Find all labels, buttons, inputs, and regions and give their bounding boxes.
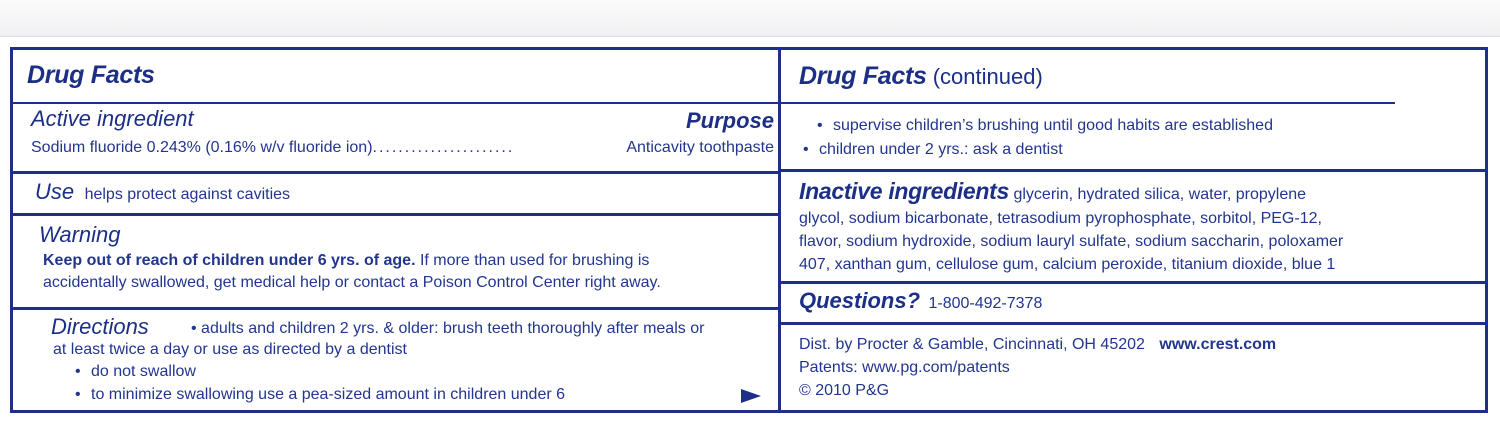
list-item: • do not swallow: [75, 361, 196, 383]
continued-title-rest: (continued): [926, 64, 1043, 89]
use-heading: Use: [35, 179, 75, 204]
inactive-ingredients-section: [781, 172, 1485, 280]
drug-facts-title: Drug Facts: [27, 61, 155, 89]
directions-section: [13, 310, 778, 416]
warning-line-1: [43, 250, 649, 272]
active-ingredient-line: [31, 137, 514, 159]
active-ingredient-heading: Active ingredient: [31, 106, 194, 131]
bullet-icon: •: [803, 141, 809, 158]
divider: [781, 102, 1395, 104]
continued-title-section: [781, 62, 1485, 102]
inactive-text-1: glycerin, hydrated silica, water, propylene: [1009, 186, 1307, 203]
warning-line-2: accidentally swallowed, get medical help or contact a Poison Control Center right away.: [43, 274, 661, 291]
use-line: [35, 179, 290, 206]
purpose-text: Anticavity toothpaste: [626, 139, 774, 156]
directions-line-1: • adults and children 2 yrs. & older: brush teeth thoroughly after meals or: [191, 320, 705, 337]
list-item: • supervise children’s brushing until good habits are established: [817, 115, 1273, 137]
inactive-line-3: flavor, sodium hydroxide, sodium lauryl sulfate, sodium saccharin, poloxamer: [799, 233, 1344, 250]
leader-dots: ......................: [372, 139, 515, 156]
drug-facts-panel: [10, 47, 1488, 413]
purpose-heading: Purpose: [685, 108, 774, 133]
warning-text-1: If more than used for brushing is: [415, 252, 650, 269]
inactive-line-2: glycol, sodium bicarbonate, tetrasodium pyrophosphate, sorbitol, PEG-12,: [799, 210, 1322, 227]
active-ingredient-section: [13, 104, 778, 170]
inactive-line-4: 407, xanthan gum, cellulose gum, calcium peroxide, titanium dioxide, blue 1: [799, 256, 1336, 273]
questions-heading: Questions?: [799, 288, 921, 313]
bullet-icon: •: [75, 363, 81, 380]
package-top-edge: [0, 0, 1500, 37]
list-item: • children under 2 yrs.: ask a dentist: [803, 139, 1063, 161]
right-triangle-arrow-icon: [741, 389, 761, 403]
distributor-section: [781, 325, 1485, 415]
distributor-line: [799, 334, 1276, 356]
drug-facts-left-column: [13, 50, 781, 410]
copyright-text: © 2010 P&G: [799, 382, 890, 399]
questions-phone: 1-800-492-7378: [928, 295, 1043, 312]
use-text: helps protect against cavities: [84, 186, 291, 203]
warning-bold-text: Keep out of reach of children under 6 yrs. of age.: [43, 252, 416, 269]
questions-line: [799, 288, 1042, 315]
drug-facts-right-column: [781, 50, 1485, 410]
directions-line-2: at least twice a day or use as directed by a dentist: [53, 341, 407, 358]
bullet-icon: •: [817, 117, 823, 134]
bullet-icon: •: [75, 386, 81, 403]
list-item: • to minimize swallowing use a pea-sized amount in children under 6: [75, 384, 565, 406]
directions-continued-section: [781, 106, 1485, 168]
patents-text: Patents: www.pg.com/patents: [799, 359, 1010, 376]
inactive-ingredients-heading: Inactive ingredients: [799, 178, 1010, 204]
continued-title: [799, 62, 1043, 91]
directions-heading: Directions: [51, 314, 149, 339]
use-section: [13, 174, 778, 212]
drug-facts-title-section: [13, 58, 778, 98]
questions-section: [781, 284, 1485, 322]
active-ingredient-text: Sodium fluoride 0.243% (0.16% w/v fluoride ion): [31, 139, 373, 156]
continued-title-bold: Drug Facts: [799, 62, 927, 90]
distributor-text: Dist. by Procter & Gamble, Cincinnati, OH 45202: [799, 336, 1145, 353]
warning-heading: Warning: [39, 222, 121, 247]
inactive-line-1: [799, 178, 1306, 206]
warning-section: [13, 216, 778, 306]
website-link[interactable]: www.crest.com: [1159, 336, 1277, 353]
